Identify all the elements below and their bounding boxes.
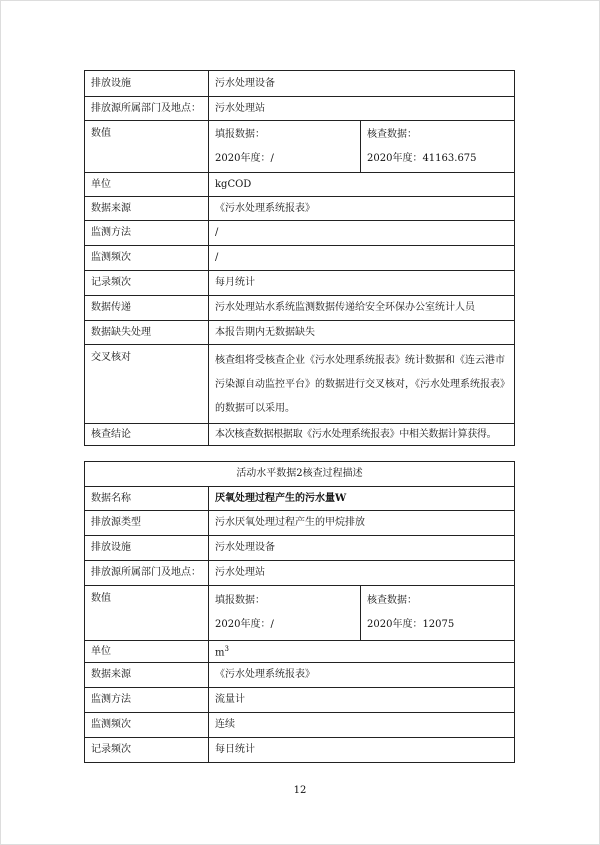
reported-cell [209, 586, 361, 641]
unit-text: m [215, 647, 225, 659]
row-value: / [209, 221, 515, 246]
row-label: 单位 [85, 173, 209, 197]
verified-value: 2020年度：12075 [367, 619, 455, 630]
page-number: 12 [293, 785, 307, 796]
row-value: 污水处理站 [209, 97, 515, 121]
table-title: 活动水平数据2核查过程描述 [85, 462, 515, 487]
row-label: 数值 [85, 121, 209, 173]
table-row [85, 561, 515, 586]
row-label: 监测方法 [85, 688, 209, 713]
row-value: 《污水处理系统报表》 [209, 197, 515, 221]
verification-table-1 [84, 70, 515, 446]
table-row [85, 271, 515, 296]
row-value: 污水处理设备 [209, 536, 515, 561]
row-label: 排放源类型 [85, 511, 209, 536]
table-row [85, 296, 515, 321]
row-value [209, 641, 515, 663]
row-label: 单位 [85, 641, 209, 663]
table-row [85, 487, 515, 511]
row-label: 排放设施 [85, 536, 209, 561]
row-value: 污水厌氧处理过程产生的甲烷排放 [209, 511, 515, 536]
table-row [85, 663, 515, 688]
row-value: 厌氧处理过程产生的污水量W [209, 487, 515, 511]
row-label: 数据名称 [85, 487, 209, 511]
row-label: 数据来源 [85, 197, 209, 221]
table-row [85, 641, 515, 663]
table-row [85, 221, 515, 246]
table-row [85, 197, 515, 221]
row-label: 监测频次 [85, 246, 209, 271]
table-header-row [85, 462, 515, 487]
row-value: 污水处理站 [209, 561, 515, 586]
table-row [85, 246, 515, 271]
verified-cell [361, 121, 515, 173]
verified-value: 2020年度：41163.675 [367, 152, 477, 164]
reported-value: 2020年度：/ [215, 152, 274, 164]
table-row [85, 97, 515, 121]
verified-cell [361, 586, 515, 641]
row-value: 本报告期内无数据缺失 [209, 321, 515, 345]
row-label: 排放源所属部门及地点： [85, 561, 209, 586]
table-row [85, 688, 515, 713]
table-row [85, 586, 515, 641]
row-value: kgCOD [209, 173, 515, 197]
table-row [85, 424, 515, 446]
row-value: 连续 [209, 713, 515, 738]
verified-label: 核查数据： [367, 595, 417, 606]
row-value: 《污水处理系统报表》 [209, 663, 515, 688]
reported-label: 填报数据： [215, 128, 265, 140]
verification-table-2 [84, 461, 515, 763]
row-value: 核查组将受核查企业《污水处理系统报表》统计数据和《连云港市污染源自动监控平台》的数据进行交叉核对，《污水处理系统报表》的数据可以采用。 [209, 345, 515, 424]
row-value: 本次核查数据根据取《污水处理系统报表》中相关数据计算获得。 [209, 424, 515, 446]
unit-superscript: 3 [224, 645, 229, 654]
table-row [85, 173, 515, 197]
row-label: 记录频次 [85, 738, 209, 763]
reported-value: 2020年度：/ [215, 619, 274, 630]
row-label: 监测方法 [85, 221, 209, 246]
row-label: 交叉核对 [85, 345, 209, 424]
row-value: 每月统计 [209, 271, 515, 296]
row-label: 监测频次 [85, 713, 209, 738]
table-row [85, 713, 515, 738]
row-label: 排放设施 [85, 71, 209, 97]
row-value: / [209, 246, 515, 271]
row-label: 数据缺失处理 [85, 321, 209, 345]
row-label: 核查结论 [85, 424, 209, 446]
row-value: 污水处理站水系统监测数据传递给安全环保办公室统计人员 [209, 296, 515, 321]
table-row [85, 511, 515, 536]
table-row [85, 121, 515, 173]
table-row [85, 738, 515, 763]
row-value: 流量计 [209, 688, 515, 713]
row-value: 每日统计 [209, 738, 515, 763]
row-value: 污水处理设备 [209, 71, 515, 97]
row-label: 数值 [85, 586, 209, 641]
table-row [85, 71, 515, 97]
table-row [85, 321, 515, 345]
reported-label: 填报数据： [215, 595, 265, 606]
verified-label: 核查数据： [367, 128, 417, 140]
table-row [85, 345, 515, 424]
row-label: 数据传递 [85, 296, 209, 321]
row-label: 数据来源 [85, 663, 209, 688]
reported-cell [209, 121, 361, 173]
table-row [85, 536, 515, 561]
row-label: 排放源所属部门及地点： [85, 97, 209, 121]
row-label: 记录频次 [85, 271, 209, 296]
